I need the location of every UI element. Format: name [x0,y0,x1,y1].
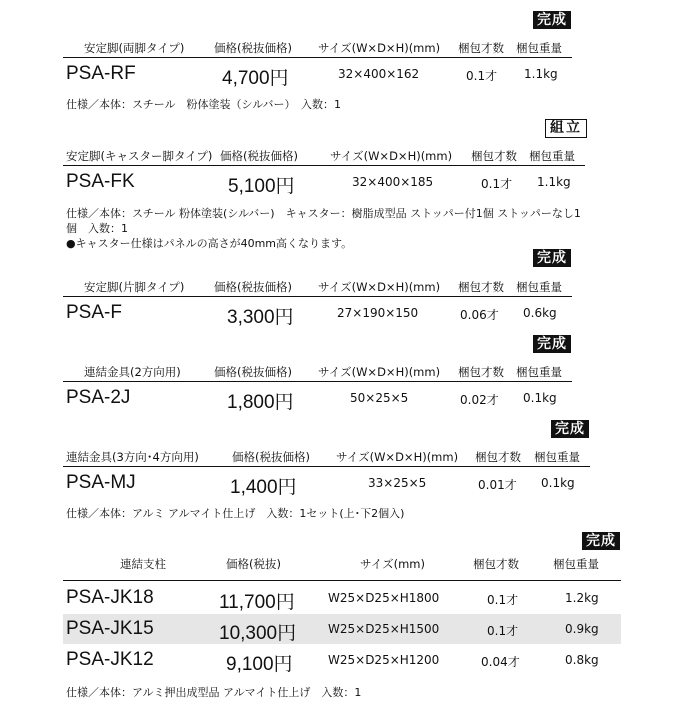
complete-badge: 完成 [533,335,571,353]
spec-note: 仕様／本体：スチール 粉体塗装（シルバー） 入数：1 [66,98,342,111]
table-row-size: W25×D25×H1800 [328,591,440,605]
column-header-size: サイズ(mm) [360,557,425,571]
product-volume: 0.02才 [460,393,499,407]
product-weight: 0.1kg [523,391,557,405]
column-header-product: 安定脚(両脚タイプ) [84,41,185,55]
column-header-size: サイズ(W×D×H)(mm) [336,450,459,464]
column-header-product: 安定脚(片脚タイプ) [84,280,185,294]
spec-note: 仕様／本体：スチール 粉体塗装(シルバー) キャスター：樹脂成型品 ストッパー付1個 ストッパーなし1 [66,207,581,220]
table-row-volume: 0.1才 [487,624,519,638]
divider [63,466,590,467]
product-size: 33×25×5 [368,476,427,490]
complete-badge: 完成 [533,11,571,29]
column-header-size: サイズ(W×D×H)(mm) [318,365,441,379]
product-volume: 0.1才 [481,177,513,191]
product-weight: 0.1kg [541,476,575,490]
product-size: 27×190×150 [337,306,419,320]
table-row-size: W25×D25×H1500 [328,622,440,636]
complete-badge: 完成 [582,532,620,550]
divider [63,57,572,58]
divider [63,165,585,166]
product-volume: 0.1才 [466,69,498,83]
column-header-product: 安定脚(キャスター脚タイプ) [66,149,213,163]
column-header-size: サイズ(W×D×H)(mm) [318,280,441,294]
column-header-size: サイズ(W×D×H)(mm) [318,41,441,55]
table-row-size: W25×D25×H1200 [328,653,440,667]
column-header-product: 連結金具(3方向･4方向用) [66,450,199,464]
product-code: PSA-MJ [66,472,136,493]
column-header-weight: 梱包重量 [516,41,562,55]
table-row-volume: 0.04才 [481,655,520,669]
table-row-price: 9,100円 [226,654,293,675]
column-header-volume: 梱包才数 [458,41,504,55]
table-row-weight: 0.9kg [565,622,599,636]
column-header-volume: 梱包才数 [458,280,504,294]
column-header-price: 価格(税抜価格) [220,149,298,163]
table-row-price: 11,700円 [219,592,295,613]
column-header-price: 価格(税抜) [226,557,281,571]
divider [63,580,621,581]
column-header-volume: 梱包才数 [473,557,519,571]
product-code: PSA-F [66,302,122,323]
caster-note: ●キャスター仕様はパネルの高さが40mm高くなります。 [66,237,353,250]
column-header-weight: 梱包重量 [534,450,580,464]
spec-note: 仕様／本体：アルミ押出成型品 アルマイト仕上げ 入数：1 [66,686,362,699]
product-size: 32×400×162 [338,67,420,81]
spec-note-continued: 個 入数：1 [66,222,128,235]
column-header-price: 価格(税抜価格) [214,41,292,55]
product-price: 5,100円 [228,176,295,197]
complete-badge: 完成 [551,420,589,438]
product-code: PSA-FK [66,171,135,192]
column-header-price: 価格(税抜価格) [214,280,292,294]
divider [63,381,572,382]
table-row-code: PSA-JK18 [66,587,154,608]
product-price: 1,800円 [227,392,294,413]
table-row-code: PSA-JK12 [66,649,154,670]
column-header-price: 価格(税抜価格) [232,450,310,464]
table-row-price: 10,300円 [219,623,297,644]
divider [63,296,572,297]
column-header-weight: 梱包重量 [553,557,599,571]
column-header-weight: 梱包重量 [516,365,562,379]
table-row-weight: 1.2kg [565,591,599,605]
column-header-price: 価格(税抜価格) [214,365,292,379]
product-weight: 1.1kg [524,67,558,81]
column-header-product: 連結支柱 [120,557,166,571]
product-size: 50×25×5 [350,391,409,405]
product-price: 4,700円 [222,68,289,89]
column-header-weight: 梱包重量 [516,280,562,294]
product-price: 1,400円 [230,477,297,498]
product-weight: 0.6kg [523,306,557,320]
assembly-badge: 組立 [545,119,587,138]
product-price: 3,300円 [227,307,294,328]
table-row-volume: 0.1才 [487,593,519,607]
spec-note: 仕様／本体：アルミ アルマイト仕上げ 入数：1セット(上･下2個入) [66,507,405,520]
column-header-weight: 梱包重量 [529,149,575,163]
complete-badge: 完成 [533,249,571,267]
column-header-volume: 梱包才数 [471,149,517,163]
column-header-size: サイズ(W×D×H)(mm) [330,149,453,163]
product-volume: 0.01才 [478,478,517,492]
column-header-product: 連結金具(2方向用) [84,365,181,379]
product-code: PSA-2J [66,387,131,408]
product-volume: 0.06才 [460,308,499,322]
product-weight: 1.1kg [537,175,571,189]
product-size: 32×400×185 [352,175,434,189]
table-row-weight: 0.8kg [565,653,599,667]
product-code: PSA-RF [66,63,136,84]
column-header-volume: 梱包才数 [475,450,521,464]
column-header-volume: 梱包才数 [458,365,504,379]
table-row-code: PSA-JK15 [66,618,154,639]
